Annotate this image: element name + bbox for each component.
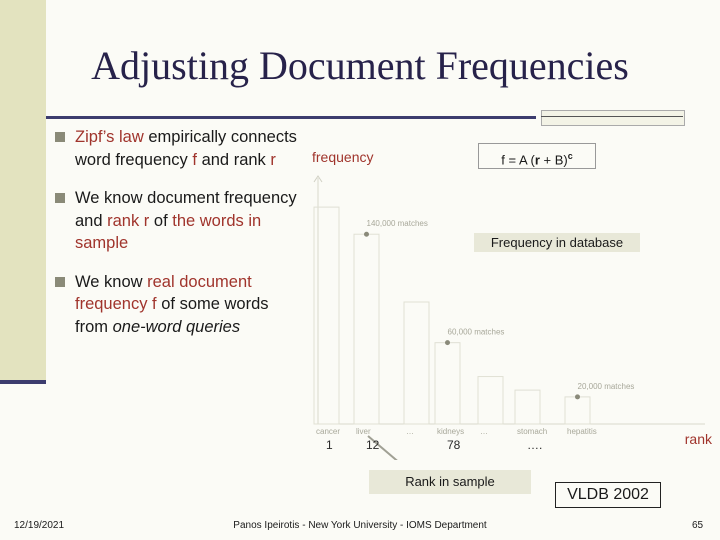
category-label: …: [480, 427, 488, 436]
bullet-text-segment: We know: [75, 272, 148, 291]
bullet-text-segment: real document frequency f: [75, 272, 252, 313]
page-number: 65: [692, 520, 704, 531]
bullet-text-segment: f: [192, 150, 197, 169]
formula-exponent: c: [567, 151, 573, 161]
bullet-text-segment: the words in sample: [75, 211, 262, 252]
vldb-badge: VLDB 2002: [555, 482, 661, 508]
bullet-text-segment: one-word queries: [112, 317, 241, 336]
bar: [515, 390, 540, 424]
bullet-square-icon: [55, 193, 65, 203]
bullet-text-segment: We know document frequency and: [75, 189, 297, 230]
bullet-text-segment: of some words from: [75, 295, 269, 336]
bullet-square-icon: [55, 132, 65, 142]
category-label: …: [406, 427, 414, 436]
bullet-text-segment: and rank: [197, 150, 271, 169]
bullet-text-segment: r: [270, 150, 276, 169]
title-decoration-box: [541, 110, 685, 126]
bullet-square-icon: [55, 277, 65, 287]
rank-tick-label: 1: [326, 438, 333, 452]
footer-credit: Panos Ipeirotis - New York University - IOMS Department: [233, 520, 487, 531]
formula-suffix: + B): [539, 152, 568, 168]
bullet-text-segment: Zipf’s law: [75, 128, 144, 146]
data-label: 60,000 matches: [447, 327, 505, 337]
rank-in-sample-label: Rank in sample: [369, 470, 531, 494]
sidebar-edge: [0, 380, 46, 384]
formula-box: [478, 143, 596, 169]
data-label: 20,000 matches: [577, 381, 635, 391]
category-label: liver: [356, 427, 371, 436]
bullet-item: [55, 271, 300, 339]
data-label: 140,000 matches: [366, 219, 428, 229]
y-axis-label: frequency: [312, 149, 374, 165]
bullet-text-segment: rank r: [107, 211, 150, 230]
bullet-item: [55, 126, 300, 171]
data-point: [575, 394, 580, 399]
footer-date: 12/19/2021: [14, 520, 65, 531]
bar: [435, 343, 460, 424]
bullet-text-segment: of: [149, 211, 173, 230]
bar: [565, 397, 590, 424]
title-rule: [46, 116, 536, 119]
rank-tick-label: ….: [527, 438, 543, 452]
bullet-item: [55, 187, 300, 255]
bar: [478, 377, 503, 424]
frequency-in-database-label: Frequency in database: [474, 233, 640, 252]
category-label: cancer: [316, 427, 341, 436]
bar: [354, 234, 379, 424]
category-label: hepatitis: [567, 427, 597, 436]
rank-tick-label: 78: [447, 438, 461, 452]
x-axis-label: rank: [684, 431, 712, 447]
bar: [404, 302, 429, 424]
bullet-list: [55, 126, 300, 354]
slide-title: Adjusting Document Frequencies: [91, 43, 629, 88]
bullet-text-segment: empirically connects word frequency: [75, 128, 297, 169]
formula-r: r: [534, 152, 540, 168]
category-label: stomach: [517, 427, 548, 436]
zipf-chart: [300, 140, 720, 460]
data-point: [364, 232, 369, 237]
rank-tick-label: 12: [366, 438, 380, 452]
formula-prefix: f = A (: [501, 152, 535, 168]
category-label: kidneys: [437, 427, 465, 436]
data-point: [445, 340, 450, 345]
title-decoration-line: [541, 116, 683, 117]
